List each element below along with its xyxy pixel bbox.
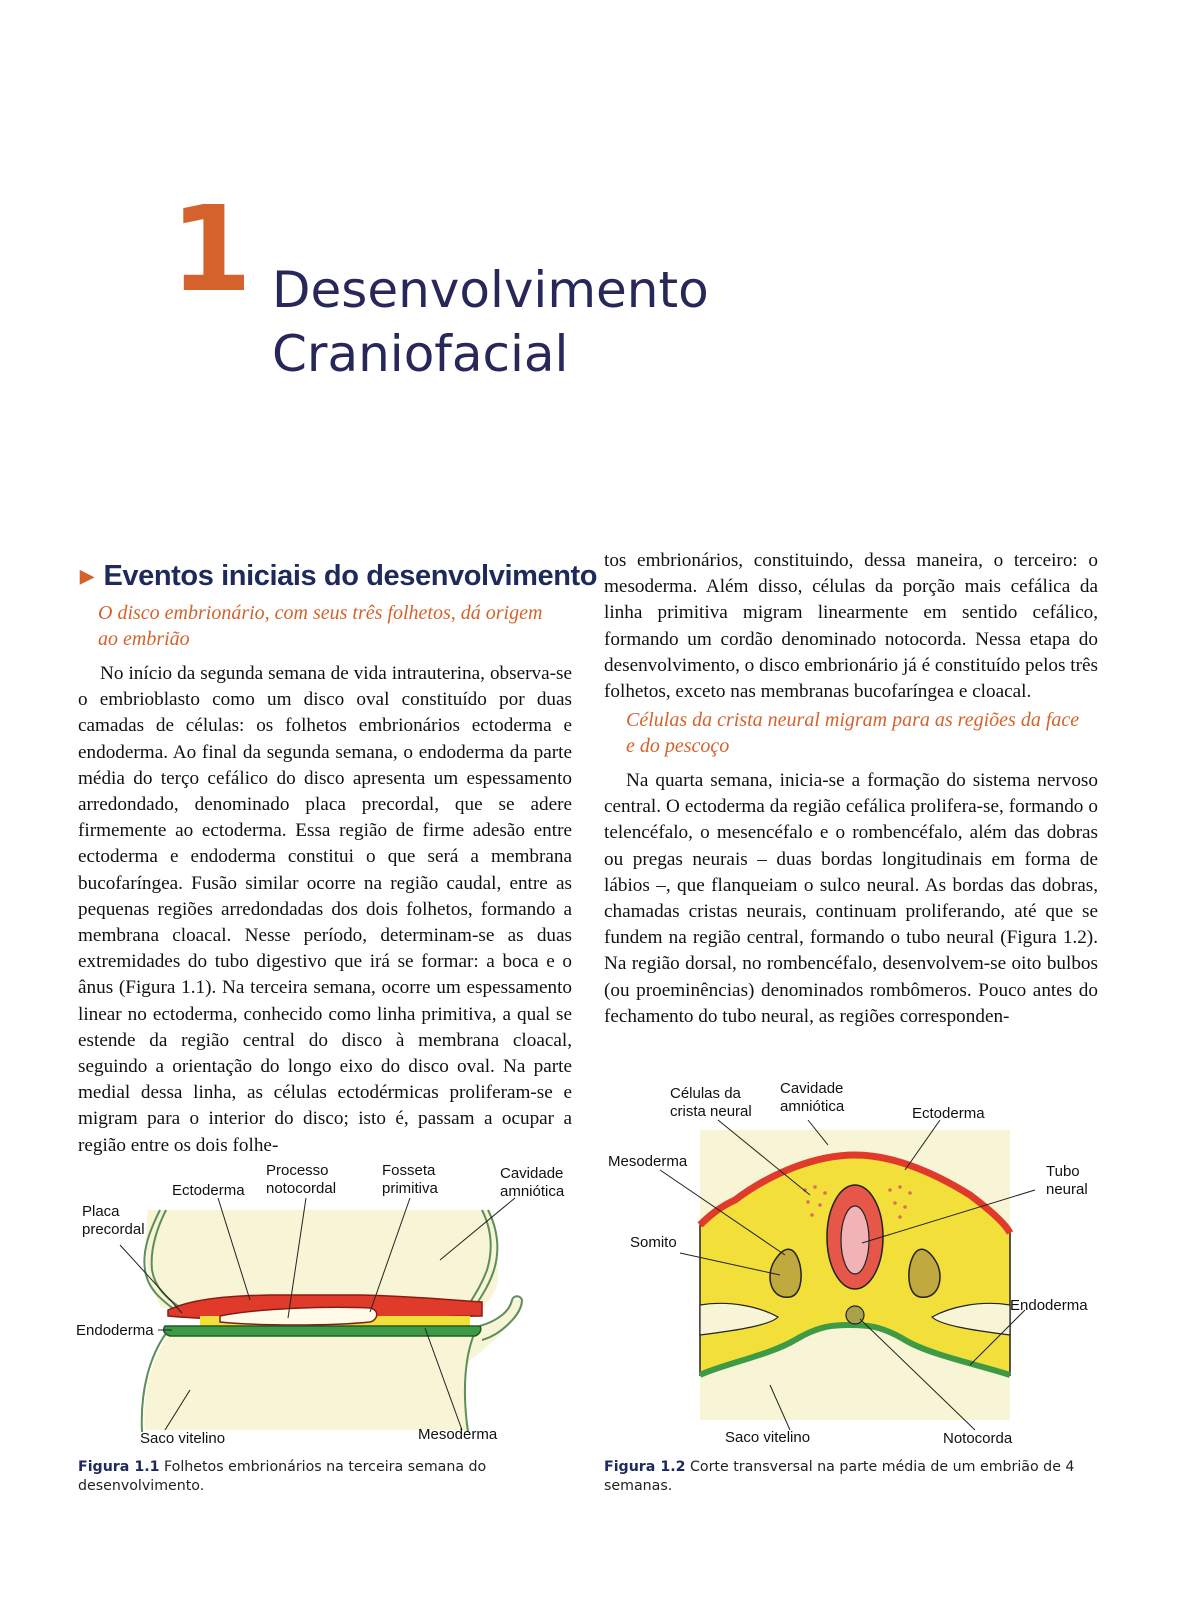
label-celulas-1: Células da xyxy=(670,1085,741,1102)
label-placa-2: precordal xyxy=(82,1221,145,1238)
figure-1-1-label: Figura 1.1 xyxy=(78,1459,160,1475)
figure-1-1-text: Folhetos embrionários na terceira semana do desenvolvimento. xyxy=(78,1459,487,1494)
label-somito: Somito xyxy=(630,1234,677,1251)
figure-1-2-label: Figura 1.2 xyxy=(604,1459,686,1475)
label-notocorda: Notocorda xyxy=(943,1430,1013,1447)
section-title: Eventos iniciais do desenvolvimento xyxy=(103,560,598,592)
label-mesoderma: Mesoderma xyxy=(608,1153,688,1170)
label-cavidade-1: Cavidade xyxy=(780,1080,844,1097)
label-cavidade-2: amniótica xyxy=(500,1183,565,1200)
figure-1-2-diagram xyxy=(600,1075,1100,1450)
notochord xyxy=(846,1306,864,1324)
subheading-crista-line1: Células da crista neural migram para as regiões da face xyxy=(626,709,1080,731)
label-saco-vitelino: Saco vitelino xyxy=(140,1430,226,1447)
label-tubo-2: neural xyxy=(1046,1181,1088,1198)
label-cavidade-2: amniótica xyxy=(780,1098,845,1115)
figure-1-2-caption xyxy=(604,1458,1104,1496)
label-ectoderma: Ectoderma xyxy=(172,1182,245,1199)
subheading-crista xyxy=(626,707,1106,759)
label-processo-1: Processo xyxy=(266,1162,329,1179)
label-fosseta-1: Fosseta xyxy=(382,1162,436,1179)
label-processo-2: notocordal xyxy=(266,1180,337,1197)
section-heading xyxy=(80,560,600,593)
figure-1-1-diagram xyxy=(70,1150,590,1450)
label-ectoderma: Ectoderma xyxy=(912,1105,985,1122)
endoderm-layer xyxy=(164,1326,481,1336)
triangle-bullet-icon: ▶ xyxy=(80,566,94,586)
label-tubo-1: Tubo xyxy=(1046,1163,1080,1180)
label-endoderma: Endoderma xyxy=(76,1322,154,1339)
chapter-title-line2: Craniofacial xyxy=(272,325,569,383)
paragraph-continued: tos embrionários, constituindo, dessa maneira, o terceiro: o mesoderma. Além disso, células da porção mais cefálica da linha primitiva migram linearmente em sentido cefálico, formando um cordão denominado notocorda. Nessa etapa do desenvolvimento, o disco embrionário já é constituído pelos três folhetos, exceto nas membranas bucofaríngea e cloacal. xyxy=(604,550,1098,703)
label-fosseta-2: primitiva xyxy=(382,1180,438,1197)
label-saco-vitelino: Saco vitelino xyxy=(725,1429,811,1446)
label-endoderma: Endoderma xyxy=(1010,1297,1088,1314)
label-celulas-2: crista neural xyxy=(670,1103,752,1120)
right-column-text xyxy=(604,548,1098,705)
left-column-text xyxy=(78,661,572,1159)
label-mesoderma: Mesoderma xyxy=(418,1426,498,1443)
subheading-disco-line1: O disco embrionário, com seus três folhetos, dá origem xyxy=(98,602,543,624)
subheading-disco xyxy=(98,600,578,652)
paragraph-crista: Na quarta semana, inicia-se a formação do sistema nervoso central. O ectoderma da região cefálica prolifera-se, formando o telencéfalo, o mesencéfalo e o rombencéfalo, além das dobras ou pregas neurais – duas bordas longitudinais em forma de lábios –, que flanqueiam o sulco neural. As bordas das dobras, chamadas cristas neurais, continuam proliferando, até que se fundem na região central, formando o tubo neural (Figura 1.2). Na região dorsal, no rombencéfalo, desenvolvem-se oito bulbos (ou proeminências) denominados rombômeros. Pouco antes do fechamento do tubo neural, as regiões corresponden- xyxy=(604,770,1098,1027)
chapter-number: 1 xyxy=(170,180,253,318)
right-column-text-2 xyxy=(604,768,1098,1030)
label-placa-1: Placa xyxy=(82,1203,120,1220)
label-cavidade-1: Cavidade xyxy=(500,1165,564,1182)
subheading-crista-line2: e do pescoço xyxy=(626,735,730,757)
figure-1-2-text: Corte transversal na parte média de um embrião de 4 semanas. xyxy=(604,1459,1075,1494)
chapter-title-line1: Desenvolvimento xyxy=(272,261,709,319)
chapter-title xyxy=(272,258,832,386)
paragraph-intro: No início da segunda semana de vida intrauterina, observa-se o embrioblasto como um disco oval constituído por duas camadas de células: os folhetos embrionários ectoderma e endoderma. Ao final da segunda semana, o endoderma da parte média do terço cefálico do disco apresenta um espessamento arredondado, denominado placa precordal, que se adere firmemente ao ectoderma. Essa região de firme adesão entre ectoderma e endoderma constitui o que será a membrana bucofaríngea. Fusão similar ocorre na região caudal, entre as pequenas regiões arredondadas dos dois folhetos, formando a membrana cloacal. Nesse período, determinam-se as duas extremidades do tubo digestivo que irá se formar: a boca e o ânus (Figura 1.1). Na terceira semana, ocorre um espessamento linear no ectoderma, conhecido como linha primitiva, a qual se estende da região central do disco à membrana cloacal, seguindo a orientação do longo eixo do disco oval. Na parte medial dessa linha, as células ectodérmicas proliferam-se e migram para o interior do disco; isto é, passam a ocupar a região entre os dois folhe- xyxy=(78,663,572,1156)
figure-1-1-caption xyxy=(78,1458,578,1496)
amniotic-cavity xyxy=(146,1210,498,1308)
neural-tube-inner xyxy=(841,1206,869,1274)
subheading-disco-line2: ao embrião xyxy=(98,628,190,650)
